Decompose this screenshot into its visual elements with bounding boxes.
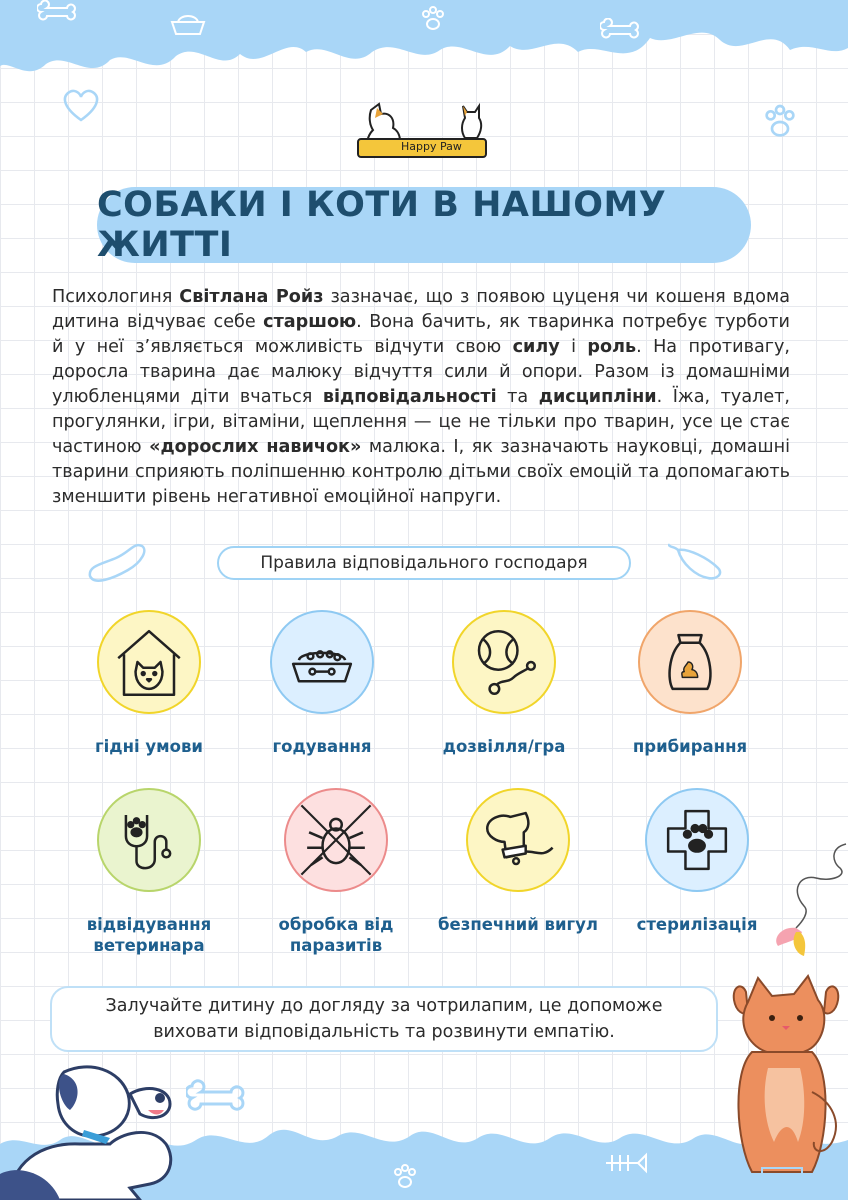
logo xyxy=(357,102,487,160)
intro-emphasis: роль xyxy=(587,337,637,357)
closing-message: Залучайте дитину до догляду за чотрилапим, це допоможе виховати відповідальність та розвинути емпатію. xyxy=(105,996,663,1042)
intro-text: малюка. І, як зазначають науковці, домашні тварини сприяють поліпшенню контролю дітьми своїх емоцій та допомагають зменшити рівень негативної емоційної напруги. xyxy=(52,437,791,507)
intro-emphasis: відповідальності xyxy=(322,387,497,407)
intro-emphasis: «дорослих навичок» xyxy=(149,437,362,457)
food-bowl-icon xyxy=(270,610,374,714)
cat-illustration xyxy=(712,972,848,1200)
bone-icon xyxy=(186,1078,246,1118)
heart-icon xyxy=(60,88,102,124)
pet-bowl-icon xyxy=(168,10,208,38)
intro-text: зазначає, що з появою цуценя чи кошеня вдома дитина відчуває себе xyxy=(52,287,791,332)
intro-paragraph xyxy=(52,285,790,510)
intro-text: . Вона бачить, як тваринка потребує турботи й у неї з’являється можливість відчути свою xyxy=(52,312,790,357)
paw-print-icon xyxy=(390,1162,420,1192)
dog-leash-icon xyxy=(466,788,570,892)
intro-emphasis: дисципліни xyxy=(538,387,657,407)
rule-label-safe-walk: безпечний вигул xyxy=(438,915,598,934)
intro-emphasis: силу xyxy=(512,337,560,357)
rule-label-vet-visit: відвідування ветеринара xyxy=(86,915,212,955)
stethoscope-icon xyxy=(97,788,201,892)
rule-label-leisure: дозвілля/гра xyxy=(442,737,566,756)
intro-text: . Їжа, туалет, прогулянки, ігри, вітаміни, щеплення — це не тільки про тварин, усе це стає частиною xyxy=(52,387,791,457)
rules-heading: Правила відповідального господаря xyxy=(217,546,631,580)
closing-message-box xyxy=(50,986,718,1052)
bone-icon xyxy=(37,0,77,24)
logo-text: Happy Paw xyxy=(401,140,462,153)
intro-text: та xyxy=(496,387,539,407)
rule-label-sterilization: стерилізація xyxy=(636,915,758,934)
intro-emphasis: старшою xyxy=(263,312,357,332)
feather-toy-icon xyxy=(760,842,848,960)
waste-bag-icon xyxy=(638,610,742,714)
paw-print-icon xyxy=(418,4,448,34)
bone-icon xyxy=(600,18,640,42)
logo-cat-icon xyxy=(457,102,487,142)
rule-label-feeding: годування xyxy=(272,737,372,756)
intro-text: Психологиня xyxy=(52,287,180,307)
mouse-toy-icon xyxy=(668,538,734,582)
intro-emphasis: Світлана Ройз xyxy=(179,287,324,307)
rule-label-parasite-treatment: обробка від паразитів xyxy=(278,915,394,955)
medical-paw-icon xyxy=(645,788,749,892)
paw-print-icon xyxy=(760,102,800,142)
intro-text: . На противагу, доросла тварина дає малюку відчуття сили й опори. Разом із домашніми улюбленцями діти вчаться xyxy=(52,337,790,407)
sausage-icon xyxy=(82,536,150,584)
rule-label-living-conditions: гідні умови xyxy=(95,737,203,756)
no-tick-icon xyxy=(284,788,388,892)
dog-illustration xyxy=(0,1064,190,1200)
rule-label-cleaning: прибирання xyxy=(632,737,748,756)
ball-toy-icon xyxy=(452,610,556,714)
title-banner xyxy=(97,187,751,263)
page-title: СОБАКИ І КОТИ В НАШОМУ ЖИТТІ xyxy=(97,185,667,265)
intro-text: і xyxy=(559,337,588,357)
dog-house-icon xyxy=(97,610,201,714)
fish-bone-icon xyxy=(604,1150,648,1176)
